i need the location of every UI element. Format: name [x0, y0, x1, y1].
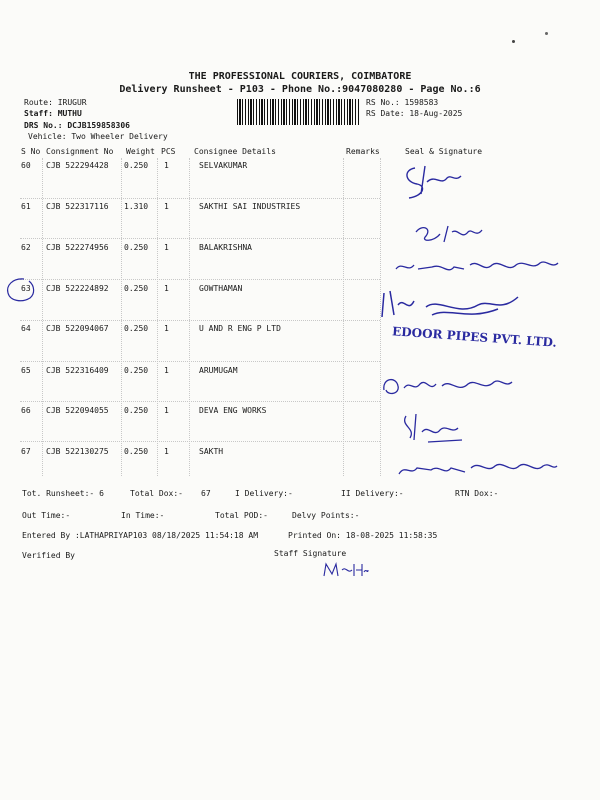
- rs-number: RS No.: 1598583: [366, 98, 439, 107]
- row-sno: 66: [21, 406, 31, 415]
- speck: [545, 32, 548, 35]
- row-consignee: SAKTH: [199, 447, 224, 456]
- total-dox-label: Total Dox:-: [130, 489, 183, 498]
- signature-63: [392, 255, 562, 279]
- row-consignment: CJB 522294428: [46, 161, 109, 170]
- runsheet-title: Delivery Runsheet - P103 - Phone No.:9047080280 - Page No.:6: [119, 84, 481, 95]
- row-consignment: CJB 522094067: [46, 324, 109, 333]
- row-pcs: 1: [164, 324, 169, 333]
- row-consignee: SELVAKUMAR: [199, 161, 248, 170]
- row-divider: [20, 401, 380, 402]
- row-consignee: SAKTHI SAI INDUSTRIES: [199, 202, 301, 211]
- row-weight: 0.250: [124, 161, 149, 170]
- row-divider: [20, 279, 380, 280]
- row-consignment: CJB 522130275: [46, 447, 109, 456]
- signature-64: [378, 287, 528, 327]
- row-pcs: 1: [164, 284, 169, 293]
- speck: [512, 40, 515, 43]
- col-remarks: Remarks: [346, 147, 380, 156]
- row-sno: 62: [21, 243, 31, 252]
- row-weight: 0.250: [124, 243, 149, 252]
- col-consignee: Consignee Details: [194, 147, 276, 156]
- signature-60: [395, 160, 475, 205]
- row-sno: 67: [21, 447, 31, 456]
- signature-65: [378, 372, 518, 402]
- row-pcs: 1: [164, 447, 169, 456]
- signature-62: [410, 220, 490, 250]
- row-pcs: 1: [164, 406, 169, 415]
- delvy-points: Delvy Points:-: [292, 511, 360, 520]
- row-sno: 61: [21, 202, 31, 211]
- drs-number: DRS No.: DCJB159858306: [24, 121, 130, 130]
- entered-by: Entered By :LATHAPRIYAP103 08/18/2025 11:54:18 AM: [22, 531, 259, 540]
- col-seal: Seal & Signature: [405, 147, 483, 156]
- total-runsheet: Tot. Runsheet:- 6: [22, 489, 104, 498]
- row-divider: [20, 238, 380, 239]
- row-divider: [20, 361, 380, 362]
- row-consignee: ARUMUGAM: [199, 366, 238, 375]
- row-sno: 63: [21, 284, 31, 293]
- table-row: [0, 406, 600, 420]
- table-header: [0, 147, 600, 161]
- company-name: THE PROFESSIONAL COURIERS, COIMBATORE: [188, 71, 412, 82]
- row-consignment: CJB 522317116: [46, 202, 109, 211]
- table-row: [0, 202, 600, 216]
- rtn-dox: RTN Dox:-: [455, 489, 499, 498]
- row-sno: 60: [21, 161, 31, 170]
- row-pcs: 1: [164, 202, 169, 211]
- row-consignment: CJB 522316409: [46, 366, 109, 375]
- table-row: [0, 161, 600, 175]
- signature-66: [398, 410, 478, 448]
- in-time: In Time:-: [121, 511, 165, 520]
- row-weight: 0.250: [124, 447, 149, 456]
- company-stamp: EDOOR PIPES PVT. LTD.: [391, 324, 558, 350]
- row-weight: 0.250: [124, 406, 149, 415]
- row-consignee: DEVA ENG WORKS: [199, 406, 267, 415]
- row-consignment: CJB 522274956: [46, 243, 109, 252]
- route: Route: IRUGUR: [24, 98, 87, 107]
- i-delivery: I Delivery:-: [235, 489, 293, 498]
- col-sno: S No: [21, 147, 41, 156]
- row-divider: [20, 441, 380, 442]
- pen-circle-mark: [4, 276, 38, 304]
- col-weight: Weight: [126, 147, 155, 156]
- row-weight: 1.310: [124, 202, 149, 211]
- row-pcs: 1: [164, 161, 169, 170]
- signature-67: [395, 456, 560, 482]
- staff: Staff: MUTHU: [24, 109, 82, 118]
- staff-signature-label: Staff Signature: [274, 549, 347, 558]
- rs-date: RS Date: 18-Aug-2025: [366, 109, 463, 118]
- col-consignment: Consignment No: [46, 147, 114, 156]
- verified-by: Verified By: [22, 551, 75, 560]
- row-divider: [20, 198, 380, 199]
- row-consignee: U AND R ENG P LTD: [199, 324, 281, 333]
- row-weight: 0.250: [124, 366, 149, 375]
- row-weight: 0.250: [124, 324, 149, 333]
- row-consignee: BALAKRISHNA: [199, 243, 252, 252]
- total-dox-value: 67: [201, 489, 211, 498]
- row-sno: 65: [21, 366, 31, 375]
- row-consignee: GOWTHAMAN: [199, 284, 243, 293]
- row-consignment: CJB 522094055: [46, 406, 109, 415]
- barcode: [237, 99, 359, 125]
- vehicle: Vehicle: Two Wheeler Delivery: [28, 132, 168, 141]
- printed-on: Printed On: 18-08-2025 11:58:35: [288, 531, 438, 540]
- total-pod: Total POD:-: [215, 511, 268, 520]
- row-consignment: CJB 522224892: [46, 284, 109, 293]
- col-pcs: PCS: [161, 147, 176, 156]
- staff-signature: [320, 560, 370, 582]
- out-time: Out Time:-: [22, 511, 71, 520]
- row-pcs: 1: [164, 366, 169, 375]
- row-divider: [20, 320, 380, 321]
- row-pcs: 1: [164, 243, 169, 252]
- row-weight: 0.250: [124, 284, 149, 293]
- ii-delivery: II Delivery:-: [341, 489, 404, 498]
- row-sno: 64: [21, 324, 31, 333]
